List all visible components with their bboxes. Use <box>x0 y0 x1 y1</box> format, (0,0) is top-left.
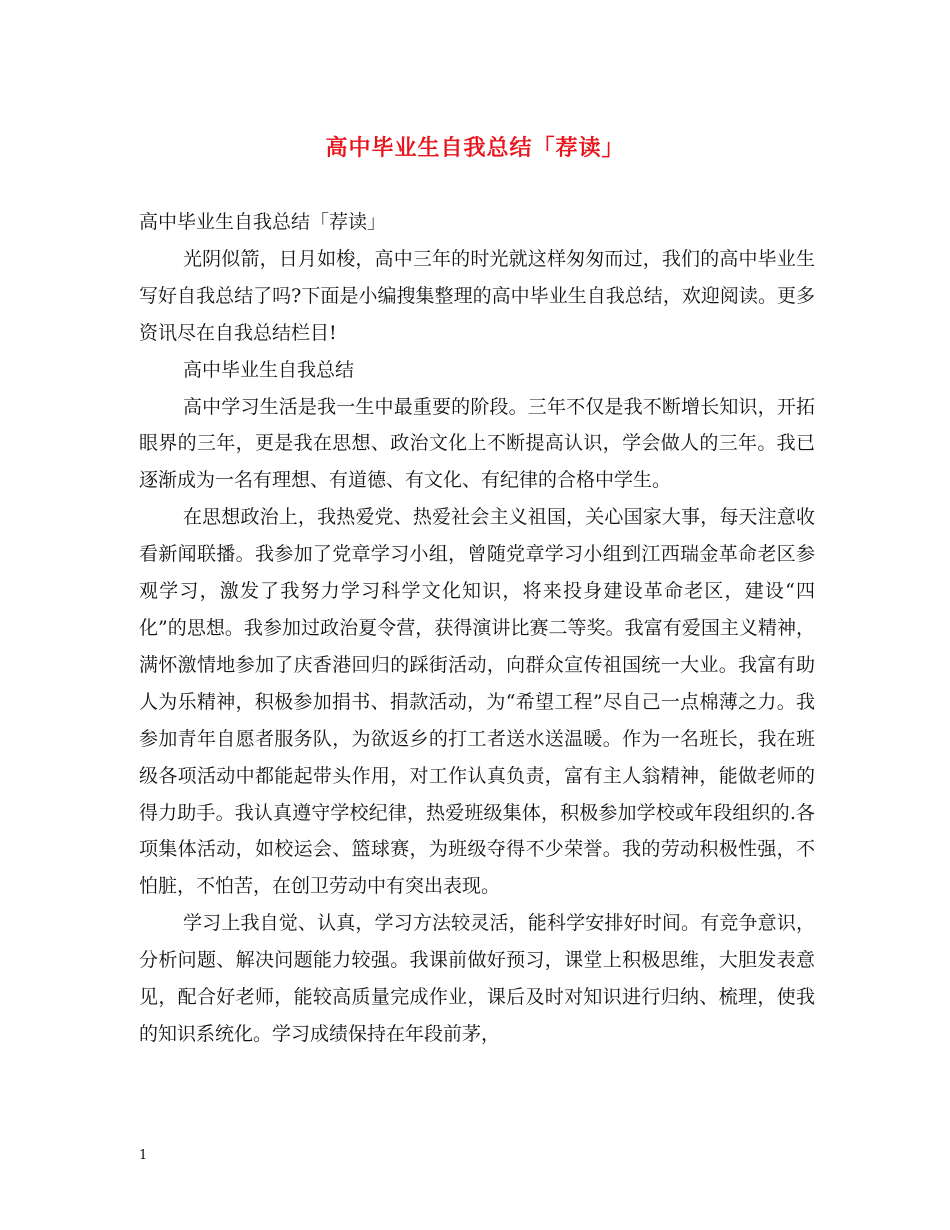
subtitle-paragraph: 高中毕业生自我总结「荐读」 <box>139 211 387 233</box>
intro-paragraph: 光阴似箭，日月如梭，高中三年的时光就这样匆匆而过，我们的高中毕业生写好自我总结了吗?下面是小编搜集整理的高中毕业生自我总结，欢迎阅读。更多资讯尽在自我总结栏目! <box>139 247 815 344</box>
body-paragraph: 高中学习生活是我一生中最重要的阶段。三年不仅是我不断增长知识，开拓眼界的三年，更是我在思想、政治文化上不断提高认识，学会做人的三年。我已逐渐成为一名有理想、有道德、有文化、有纪律的合格中学生。 <box>139 395 815 492</box>
document-title: 高中毕业生自我总结「荐读」 <box>325 135 625 161</box>
body-paragraph: 学习上我自觉、认真，学习方法较灵活，能科学安排好时间。有竞争意识，分析问题、解决问题能力较强。我课前做好预习，课堂上积极思维，大胆发表意见，配合好老师，能较高质量完成作业，课后及时对知识进行归纳、梳理，使我的知识系统化。学习成绩保持在年段前茅， <box>139 912 815 1045</box>
section-heading: 高中毕业生自我总结 <box>183 358 355 381</box>
document-body <box>139 204 815 1053</box>
body-paragraph: 在思想政治上，我热爱党、热爱社会主义祖国，关心国家大事，每天注意收看新闻联播。我参加了党章学习小组，曾随党章学习小组到江西瑞金革命老区参观学习，激发了我努力学习科学文化知识，将来投身建设革命老区，建设“四化”的思想。我参加过政治夏令营，获得演讲比赛二等奖。我富有爱国主义精神，满怀激情地参加了庆香港回归的踩街活动，向群众宣传祖国统一大业。我富有助人为乐精神，积极参加捐书、捐款活动，为“希望工程”尽自己一点棉薄之力。我参加青年自愿者服务队，为欲返乡的打工者送水送温暖。作为一名班长，我在班级各项活动中都能起带头作用，对工作认真负责，富有主人翁精神，能做老师的得力助手。我认真遵守学校纪律，热爱班级集体，积极参加学校或年段组织的.各项集体活动，如校运会、篮球赛，为班级夺得不少荣誉。我的劳动积极性强，不怕脏，不怕苦，在创卫劳动中有突出表现。 <box>139 506 815 898</box>
page-number: 1 <box>139 1148 148 1163</box>
